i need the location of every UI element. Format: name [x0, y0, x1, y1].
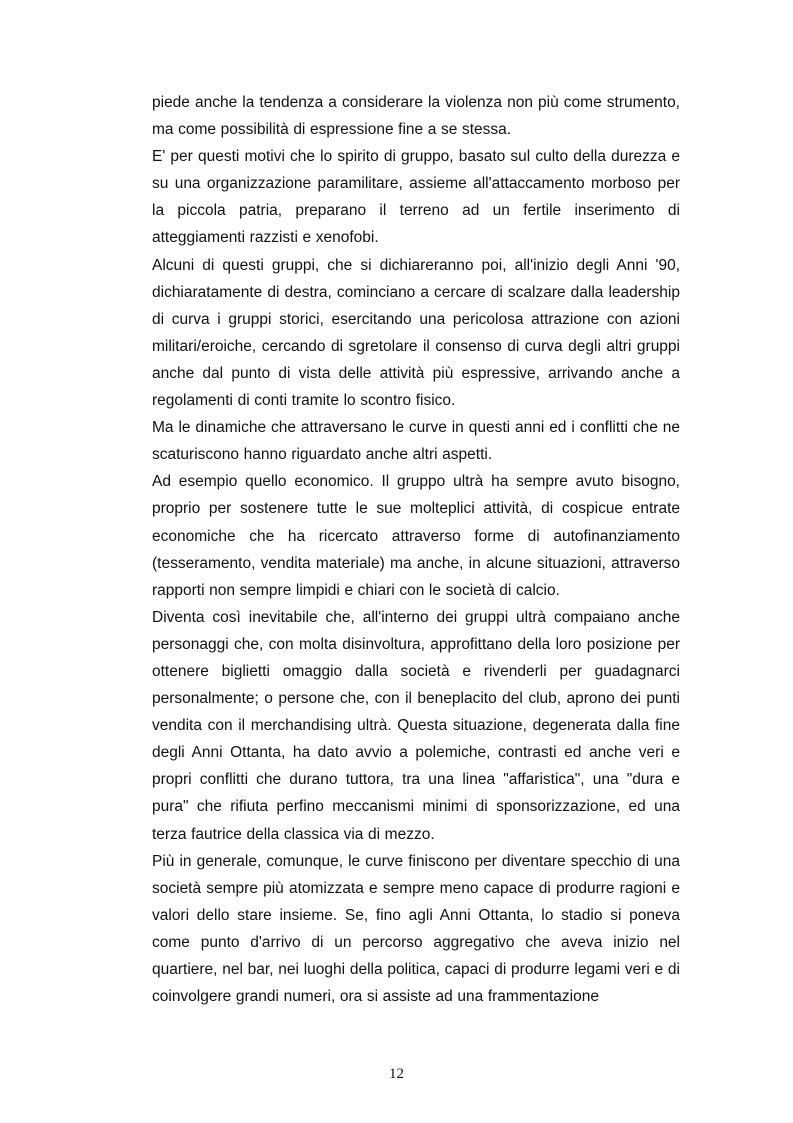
page-number: 12 — [389, 1066, 404, 1082]
paragraph: Ad esempio quello economico. Il gruppo ultrà ha sempre avuto bisogno, proprio per sostenere tutte le sue molteplici attività, di cospicue entrate economiche che ha ricercato attraverso forme di autofinanziamento (tesseramento, vendita materiale) ma anche, in alcune situazioni, attraverso rapporti non sempre limpidi e chiari con le società di calcio. — [152, 473, 680, 599]
paragraph: E' per questi motivi che lo spirito di gruppo, basato sul culto della durezza e su una organizzazione paramilitare, assieme all'attaccamento morboso per la piccola patria, preparano il terreno ad un fertile inserimento di atteggiamenti razzisti e xenofobi. — [152, 148, 680, 247]
paragraph: Più in generale, comunque, le curve finiscono per diventare specchio di una società sempre più atomizzata e sempre meno capace di produrre ragioni e valori dello stare insieme. Se, fino agli Anni Ottanta, lo stadio si poneva come punto d'arrivo di un percorso aggregativo che aveva inizio nel quartiere, nel bar, nei luoghi della politica, capaci di produrre legami veri e di coinvolgere grandi numeri, ora si assiste ad una frammentazione — [152, 852, 680, 1006]
document-body — [152, 89, 680, 1010]
paragraph: piede anche la tendenza a considerare la violenza non più come strumento, ma come possibilità di espressione fine a se stessa. — [152, 94, 680, 139]
paragraph: Ma le dinamiche che attraversano le curve in questi anni ed i conflitti che ne scaturiscono hanno riguardato anche altri aspetti. — [152, 419, 680, 464]
paragraph: Diventa così inevitabile che, all'interno dei gruppi ultrà compaiano anche personaggi che, con molta disinvoltura, approfittano della loro posizione per ottenere biglietti omaggio dalla società e rivenderli per guadagnarci personalmente; o persone che, con il beneplacito del club, aprono dei punti vendita con il merchandising ultrà. Questa situazione, degenerata dalla fine degli Anni Ottanta, ha dato avvio a polemiche, contrasti ed anche veri e propri conflitti che durano tuttora, tra una linea "affaristica", una "dura e pura" che rifiuta perfino meccanismi minimi di sponsorizzazione, ed una terza fautrice della classica via di mezzo. — [152, 608, 680, 843]
paragraph: Alcuni di questi gruppi, che si dichiareranno poi, all'inizio degli Anni '90, dichiaratamente di destra, cominciano a cercare di scalzare dalla leadership di curva i gruppi storici, esercitando una pericolosa attrazione con azioni militari/eroiche, cercando di sgretolare il consenso di curva degli altri gruppi anche dal punto di vista delle attività più espressive, arrivando anche a regolamenti di conti tramite lo scontro fisico. — [152, 256, 680, 410]
